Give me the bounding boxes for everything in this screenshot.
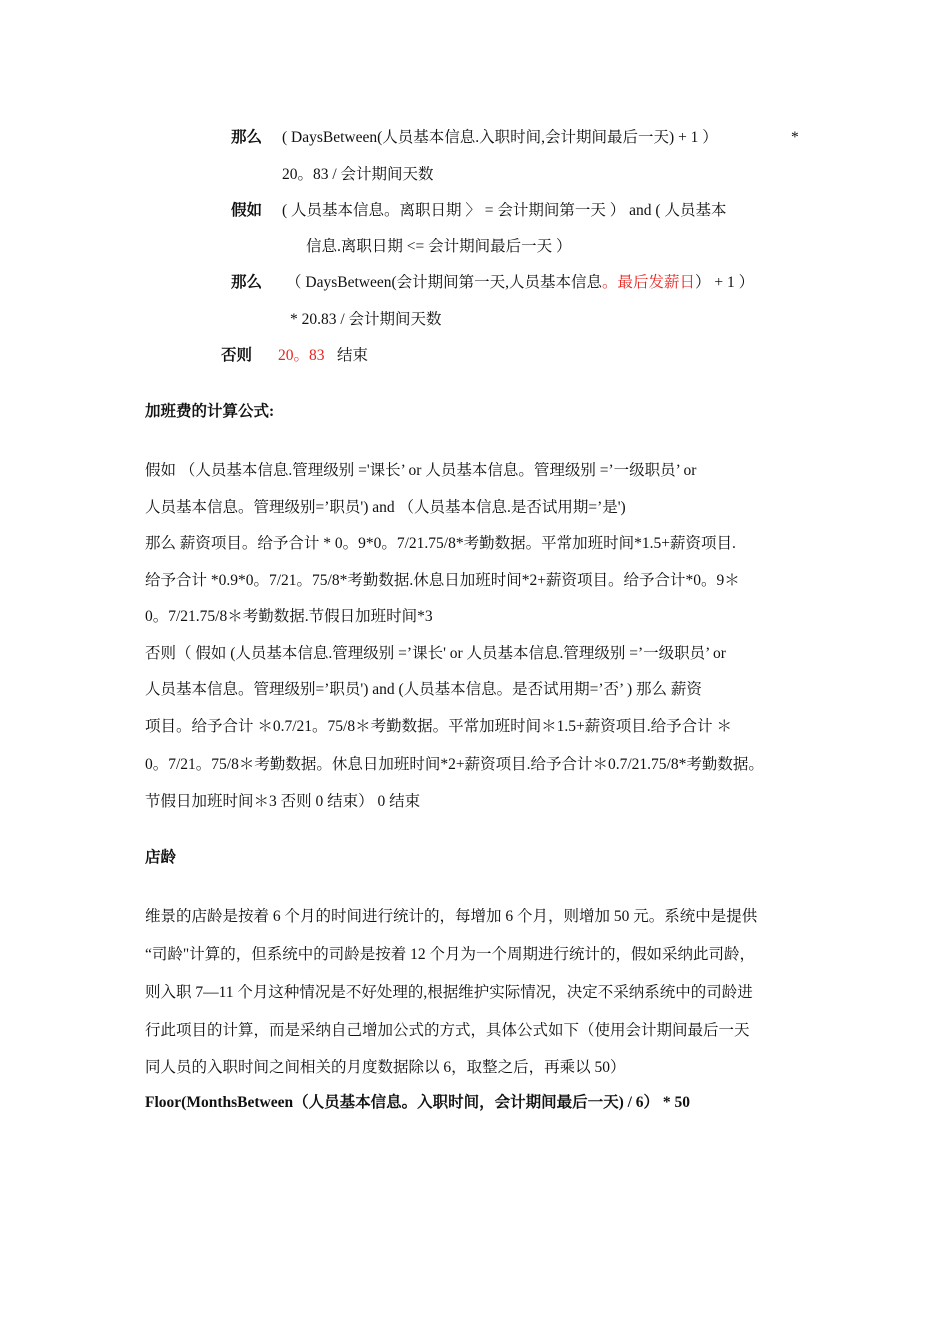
section-heading-overtime: 加班费的计算公式: <box>145 403 275 420</box>
formula-line: 20。83 / 会计期间天数 <box>282 166 434 183</box>
paragraph-line: 人员基本信息。管理级别=’职员') and (人员基本信息。是否试用期=’否’ ) 那么 薪资 <box>145 681 702 698</box>
paragraph-line: 同人员的入职时间之间相关的月度数据除以 6，取整之后，再乘以 50） <box>145 1059 626 1076</box>
paragraph-line: 那么 薪资项目。给予合计 * 0。9*0。7/21.75/8*考勤数据。平常加班时间*1.5+薪资项目. <box>145 535 736 552</box>
end-keyword: 结束 <box>337 347 369 364</box>
formula-line: * 20.83 / 会计期间天数 <box>290 311 442 328</box>
paragraph-line: 则入职 7—11 个月这种情况是不好处理的,根据维护实际情况，决定不采纳系统中的司龄进 <box>145 984 753 1001</box>
paragraph-line: 否则（ 假如 (人员基本信息.管理级别 =’课长' or 人员基本信息.管理级别 =’一级职员’ or <box>145 645 726 662</box>
keyword-if: 假如 <box>231 202 263 219</box>
paragraph-line: 维景的店龄是按着 6 个月的时间进行统计的，每增加 6 个月，则增加 50 元。系统中是提供 <box>145 908 758 925</box>
section-heading-seniority: 店龄 <box>145 849 177 866</box>
paragraph-line: 节假日加班时间＊3 否则 0 结束） 0 结束 <box>145 793 421 810</box>
formula-text: （ DaysBetween(会计期间第一天,人员基本信息 <box>286 274 602 291</box>
highlight-text: 20。83 <box>278 347 325 364</box>
formula-line <box>286 273 754 293</box>
paragraph-line: 假如 （人员基本信息.管理级别 ='课长’ or 人员基本信息。管理级别 =’一级职员’ or <box>145 462 697 479</box>
keyword-then: 那么 <box>231 129 263 146</box>
keyword-then: 那么 <box>231 274 263 291</box>
formula-line: ( DaysBetween(人员基本信息.入职时间,会计期间最后一天) + 1 ） <box>282 129 718 146</box>
paragraph-line: 0。7/21。75/8＊考勤数据。休息日加班时间*2+薪资项目.给予合计＊0.7/21.75/8*考勤数据。 <box>145 756 764 773</box>
formula-text: ） + 1 ） <box>695 274 755 291</box>
multiply-sign: * <box>791 129 799 146</box>
paragraph-line: 0。7/21.75/8＊考勤数据.节假日加班时间*3 <box>145 608 433 625</box>
paragraph-line: 项目。给予合计 ＊0.7/21。75/8＊考勤数据。平常加班时间＊1.5+薪资项目.给予合计 ＊ <box>145 718 732 735</box>
formula-line: 信息.离职日期 <= 会计期间最后一天 ） <box>306 238 572 255</box>
highlight-text: 。最后发薪日 <box>602 274 696 291</box>
seniority-formula: Floor(MonthsBetween（人员基本信息。入职时间，会计期间最后一天) / 6） * 50 <box>145 1094 691 1111</box>
paragraph-line: 人员基本信息。管理级别=’职员') and （人员基本信息.是否试用期=’是') <box>145 499 626 516</box>
paragraph-line: 给予合计 *0.9*0。7/21。75/8*考勤数据.休息日加班时间*2+薪资项目。给予合计*0。9＊ <box>145 572 740 589</box>
paragraph-line: 行此项目的计算，而是采纳自己增加公式的方式，具体公式如下（使用会计期间最后一天 <box>145 1022 750 1039</box>
formula-line: ( 人员基本信息。离职日期 〉 = 会计期间第一天 ） and ( 人员基本 <box>282 202 727 219</box>
keyword-else: 否则 <box>221 347 253 364</box>
paragraph-line: “司龄"计算的，但系统中的司龄是按着 12 个月为一个周期进行统计的，假如采纳此司龄， <box>145 946 755 963</box>
